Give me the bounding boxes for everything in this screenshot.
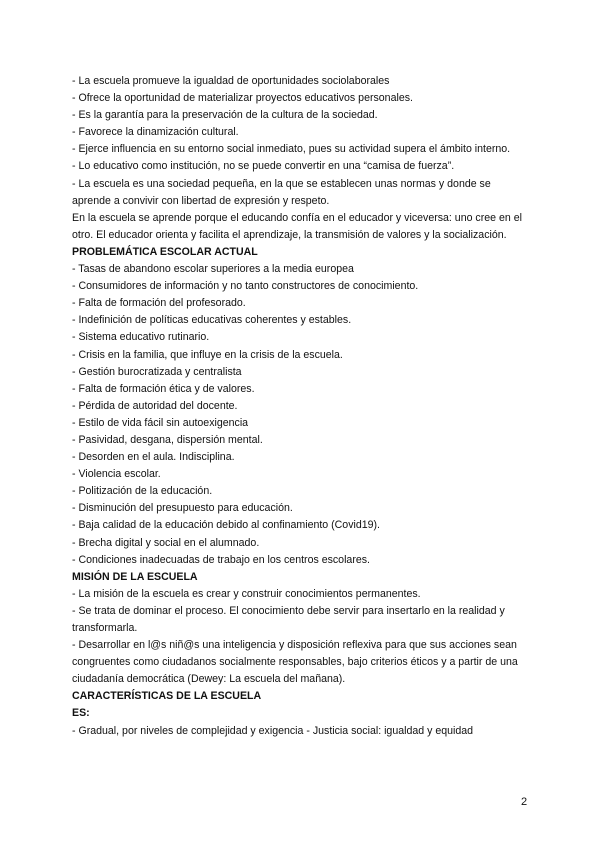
intro-item: - Es la garantía para la preservación de la cultura de la sociedad. <box>72 109 378 122</box>
list-item: - Falta de formación ética y de valores. <box>72 382 255 395</box>
intro-item: - Favorece la dinamización cultural. <box>72 126 239 139</box>
intro-item: - La escuela promueve la igualdad de oportunidades sociolaborales <box>72 75 390 87</box>
section-subheading-es: ES: <box>72 707 90 720</box>
list-item: - Se trata de dominar el proceso. El conocimiento debe servir para insertarlo en la realidad y transformarla. <box>72 604 505 634</box>
list-item: - Desarrollar en l@s niñ@s una inteligencia y disposición reflexiva para que sus acciones sean congruentes como ciudadanos socialmente responsables, bajo criterios éticos y a partir de una ciudadanía democrática (Dewey: La escuela del mañana). <box>72 639 518 686</box>
list-item: - Indefinición de políticas educativas coherentes y estables. <box>72 314 352 327</box>
body-paragraph: En la escuela se aprende porque el educando confía en el educador y viceversa: uno cree en el otro. El educador orienta y facilita el aprendizaje, la transmisión de valores y la socialización. <box>72 211 522 241</box>
list-item: - Sistema educativo rutinario. <box>72 331 210 344</box>
list-item: - Crisis en la familia, que influye en la crisis de la escuela. <box>72 348 343 361</box>
intro-item: - Ofrece la oportunidad de materializar proyectos educativos personales. <box>72 92 413 105</box>
list-item: - La misión de la escuela es crear y construir conocimientos permanentes. <box>72 587 421 600</box>
intro-item: - Lo educativo como institución, no se puede convertir en una “camisa de fuerza”. <box>72 160 455 173</box>
list-item: - Politización de la educación. <box>72 485 213 498</box>
list-item: - Desorden en el aula. Indisciplina. <box>72 451 235 464</box>
list-item: - Violencia escolar. <box>72 468 161 481</box>
list-item: - Consumidores de información y no tanto constructores de conocimiento. <box>72 280 419 293</box>
list-item: - Tasas de abandono escolar superiores a la media europea <box>72 263 354 276</box>
list-item: - Pérdida de autoridad del docente. <box>72 399 238 412</box>
page-number: 2 <box>521 796 528 808</box>
intro-item: - La escuela es una sociedad pequeña, en la que se establecen unas normas y donde se aprende a convivir con libertad de expresión y respeto. <box>72 177 491 207</box>
list-item: - Baja calidad de la educación debido al confinamiento (Covid19). <box>72 519 380 532</box>
intro-item: - Ejerce influencia en su entorno social inmediato, pues su actividad supera el ámbito interno. <box>72 143 511 156</box>
section-heading-caracteristicas: CARACTERÍSTICAS DE LA ESCUELA <box>72 690 262 703</box>
section-heading-problematica: PROBLEMÁTICA ESCOLAR ACTUAL <box>72 245 258 258</box>
list-item: - Gradual, por niveles de complejidad y exigencia - Justicia social: igualdad y equidad <box>72 724 474 737</box>
list-item: - Pasividad, desgana, dispersión mental. <box>72 433 263 446</box>
list-item: - Disminución del presupuesto para educación. <box>72 502 293 515</box>
list-item: - Estilo de vida fácil sin autoexigencia <box>72 416 249 429</box>
list-item: - Falta de formación del profesorado. <box>72 297 246 310</box>
page-content <box>72 73 532 740</box>
list-item: - Brecha digital y social en el alumnado. <box>72 536 260 549</box>
section-heading-mision: MISIÓN DE LA ESCUELA <box>72 570 198 583</box>
list-item: - Condiciones inadecuadas de trabajo en los centros escolares. <box>72 553 370 566</box>
list-item: - Gestión burocratizada y centralista <box>72 365 242 378</box>
